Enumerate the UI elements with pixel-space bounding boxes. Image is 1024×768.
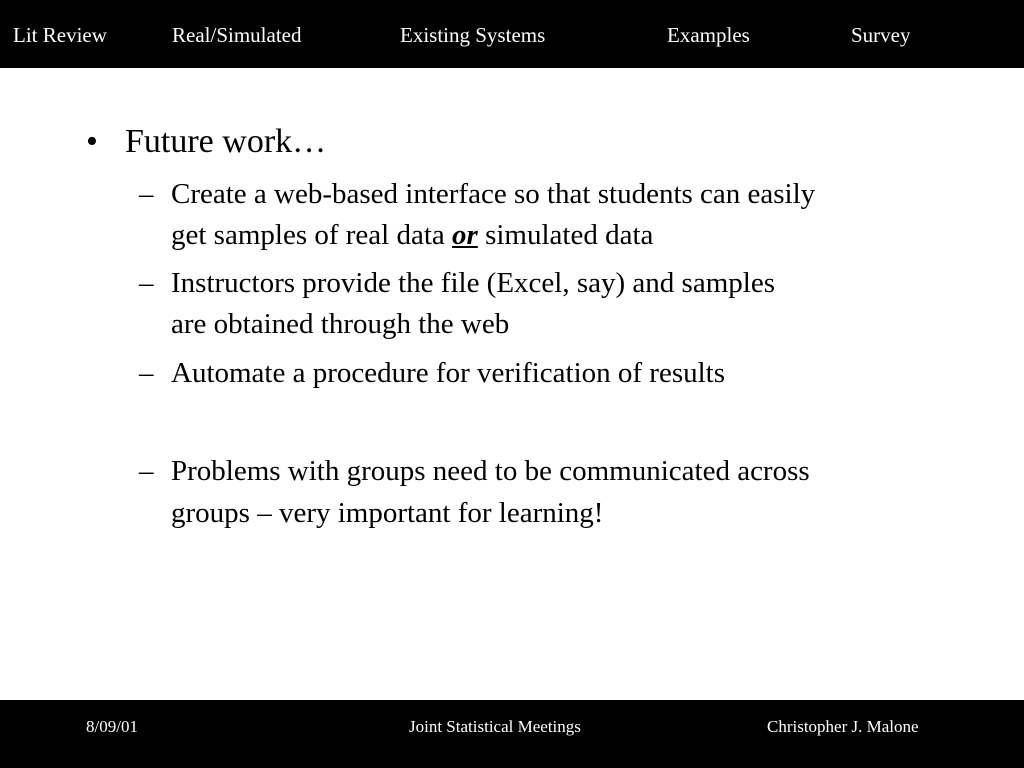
item-1-text-pre: get samples of real data: [171, 219, 453, 251]
dash-marker: –: [139, 455, 154, 487]
footer-date: 8/09/01: [86, 717, 138, 736]
nav-link-survey[interactable]: Survey: [851, 23, 911, 47]
nav-link-lit-review[interactable]: Lit Review: [13, 23, 107, 47]
bullet-marker: •: [86, 123, 98, 160]
item-1-line-2: [171, 215, 653, 256]
dash-marker: –: [139, 357, 154, 389]
item-2-line-2: are obtained through the web: [171, 308, 510, 340]
item-1-text-post: simulated data: [477, 219, 654, 251]
dash-marker: –: [139, 178, 154, 210]
item-4-line-2: groups – very important for learning!: [171, 497, 604, 529]
emphasized-or: or: [452, 219, 478, 251]
item-1-line-1: Create a web-based interface so that students can easily: [171, 178, 816, 210]
nav-link-existing-systems[interactable]: Existing Systems: [400, 23, 546, 47]
nav-link-examples[interactable]: Examples: [667, 23, 750, 47]
footer-event: Joint Statistical Meetings: [409, 717, 581, 736]
footer-bar: [0, 700, 1024, 768]
footer-author: Christopher J. Malone: [767, 717, 919, 736]
nav-link-real-simulated[interactable]: Real/Simulated: [172, 23, 302, 47]
dash-marker: –: [139, 267, 154, 299]
item-4-line-1: Problems with groups need to be communicated across: [171, 455, 810, 487]
slide-heading: Future work…: [125, 123, 327, 160]
item-3-line-1: Automate a procedure for verification of results: [171, 357, 726, 389]
item-2-line-1: Instructors provide the file (Excel, say) and samples: [171, 267, 775, 299]
